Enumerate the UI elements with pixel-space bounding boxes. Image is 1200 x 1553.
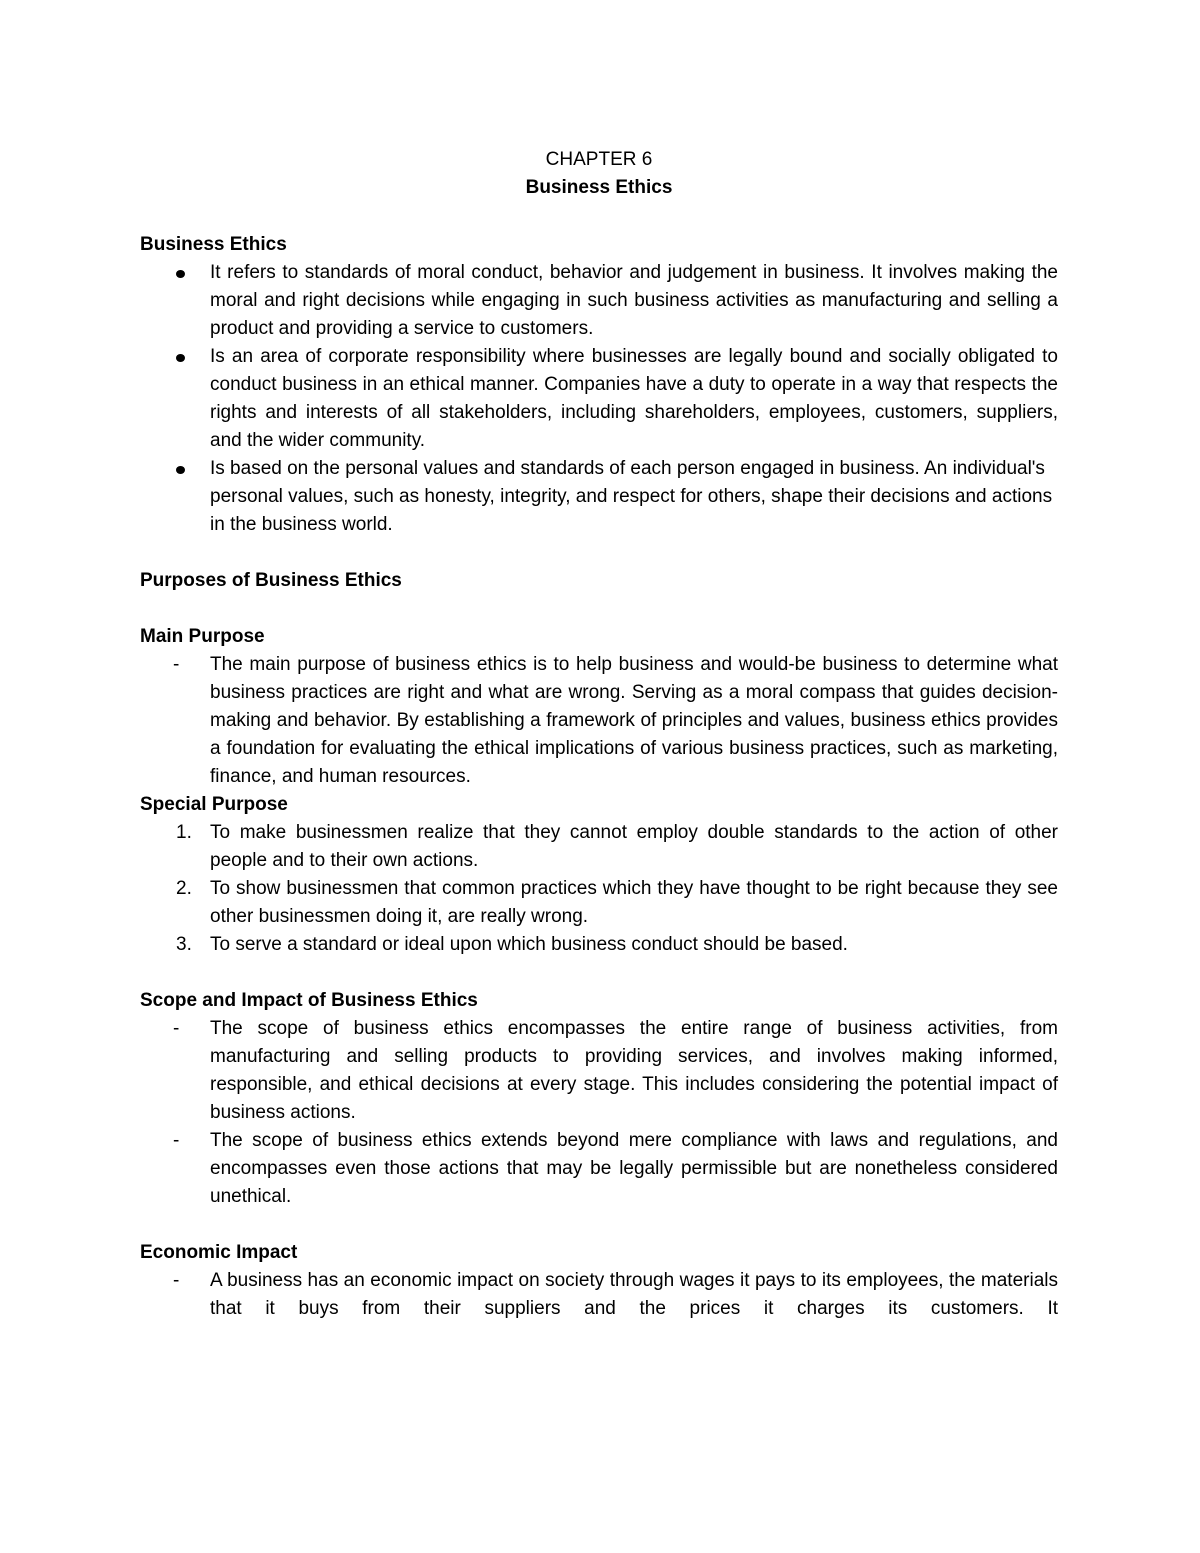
item-number: 2. [176, 878, 192, 899]
numbered-item-text: To make businessmen realize that they cannot employ double standards to the action of other people and to their own actions. [210, 822, 1058, 871]
item-number: 3. [176, 934, 192, 955]
bullet-icon [176, 466, 185, 474]
chapter-label: CHAPTER 6 [545, 149, 653, 170]
bullet-icon [176, 270, 185, 278]
dash-item [140, 1127, 1058, 1211]
dash-marker: - [173, 654, 180, 675]
document-page [140, 146, 1058, 1323]
dash-item-text: A business has an economic impact on society through wages it pays to its employees, the materials that it buys from their suppliers and the prices it charges its customers. It [210, 1270, 1058, 1319]
bullet-text: It refers to standards of moral conduct, behavior and judgement in business. It involves making the moral and right decisions while engaging in such business activities as manufacturing and selling a product and providing a service to customers. [210, 262, 1058, 339]
document-title: Business Ethics [525, 177, 673, 198]
dash-item [140, 1267, 1058, 1323]
dash-item-text: The main purpose of business ethics is to help business and would-be business to determine what business practices are right and what are wrong. Serving as a moral compass that guides decision-making and behavior. By establishing a framework of principles and values, business ethics provides a foundation for evaluating the ethical implications of various business practices, such as marketing, finance, and human resources. [210, 654, 1058, 787]
section-heading-business-ethics: Business Ethics [140, 234, 287, 255]
dash-item [140, 1015, 1058, 1127]
dash-item [140, 651, 1058, 791]
numbered-item-text: To serve a standard or ideal upon which business conduct should be based. [210, 934, 848, 955]
section-heading-economic-impact: Economic Impact [140, 1242, 298, 1263]
numbered-item [140, 819, 1058, 875]
dash-item-text: The scope of business ethics extends beyond mere compliance with laws and regulations, and encompasses even those actions that may be legally permissible but are nonetheless considered unethical. [210, 1130, 1058, 1207]
business-ethics-bullet-list [140, 259, 1058, 539]
section-heading-scope: Scope and Impact of Business Ethics [140, 990, 478, 1011]
special-purpose-numbered-list [140, 819, 1058, 959]
subheading-special-purpose: Special Purpose [140, 794, 288, 815]
main-purpose-list [140, 651, 1058, 791]
dash-marker: - [173, 1130, 180, 1151]
scope-list [140, 1015, 1058, 1211]
dash-marker: - [173, 1270, 180, 1291]
economic-impact-list [140, 1267, 1058, 1323]
subheading-main-purpose: Main Purpose [140, 626, 265, 647]
bullet-text: Is an area of corporate responsibility where businesses are legally bound and socially obligated to conduct business in an ethical manner. Companies have a duty to operate in a way that respects the rights and interests of all stakeholders, including shareholders, employees, customers, suppliers, and the wider community. [210, 346, 1058, 451]
bullet-item [140, 455, 1058, 539]
numbered-item [140, 931, 1058, 959]
dash-marker: - [173, 1018, 180, 1039]
section-heading-purposes: Purposes of Business Ethics [140, 570, 402, 591]
numbered-item [140, 875, 1058, 931]
bullet-text: Is based on the personal values and standards of each person engaged in business. An individual's personal values, such as honesty, integrity, and respect for others, shape their decisions and actions in the business world. [210, 458, 1053, 535]
numbered-item-text: To show businessmen that common practices which they have thought to be right because they see other businessmen doing it, are really wrong. [210, 878, 1058, 927]
item-number: 1. [176, 822, 192, 843]
bullet-item [140, 259, 1058, 343]
bullet-item [140, 343, 1058, 455]
dash-item-text: The scope of business ethics encompasses the entire range of business activities, from manufacturing and selling products to providing services, and involves making informed, responsible, and ethical decisions at every stage. This includes considering the potential impact of business actions. [210, 1018, 1058, 1123]
bullet-icon [176, 354, 185, 362]
